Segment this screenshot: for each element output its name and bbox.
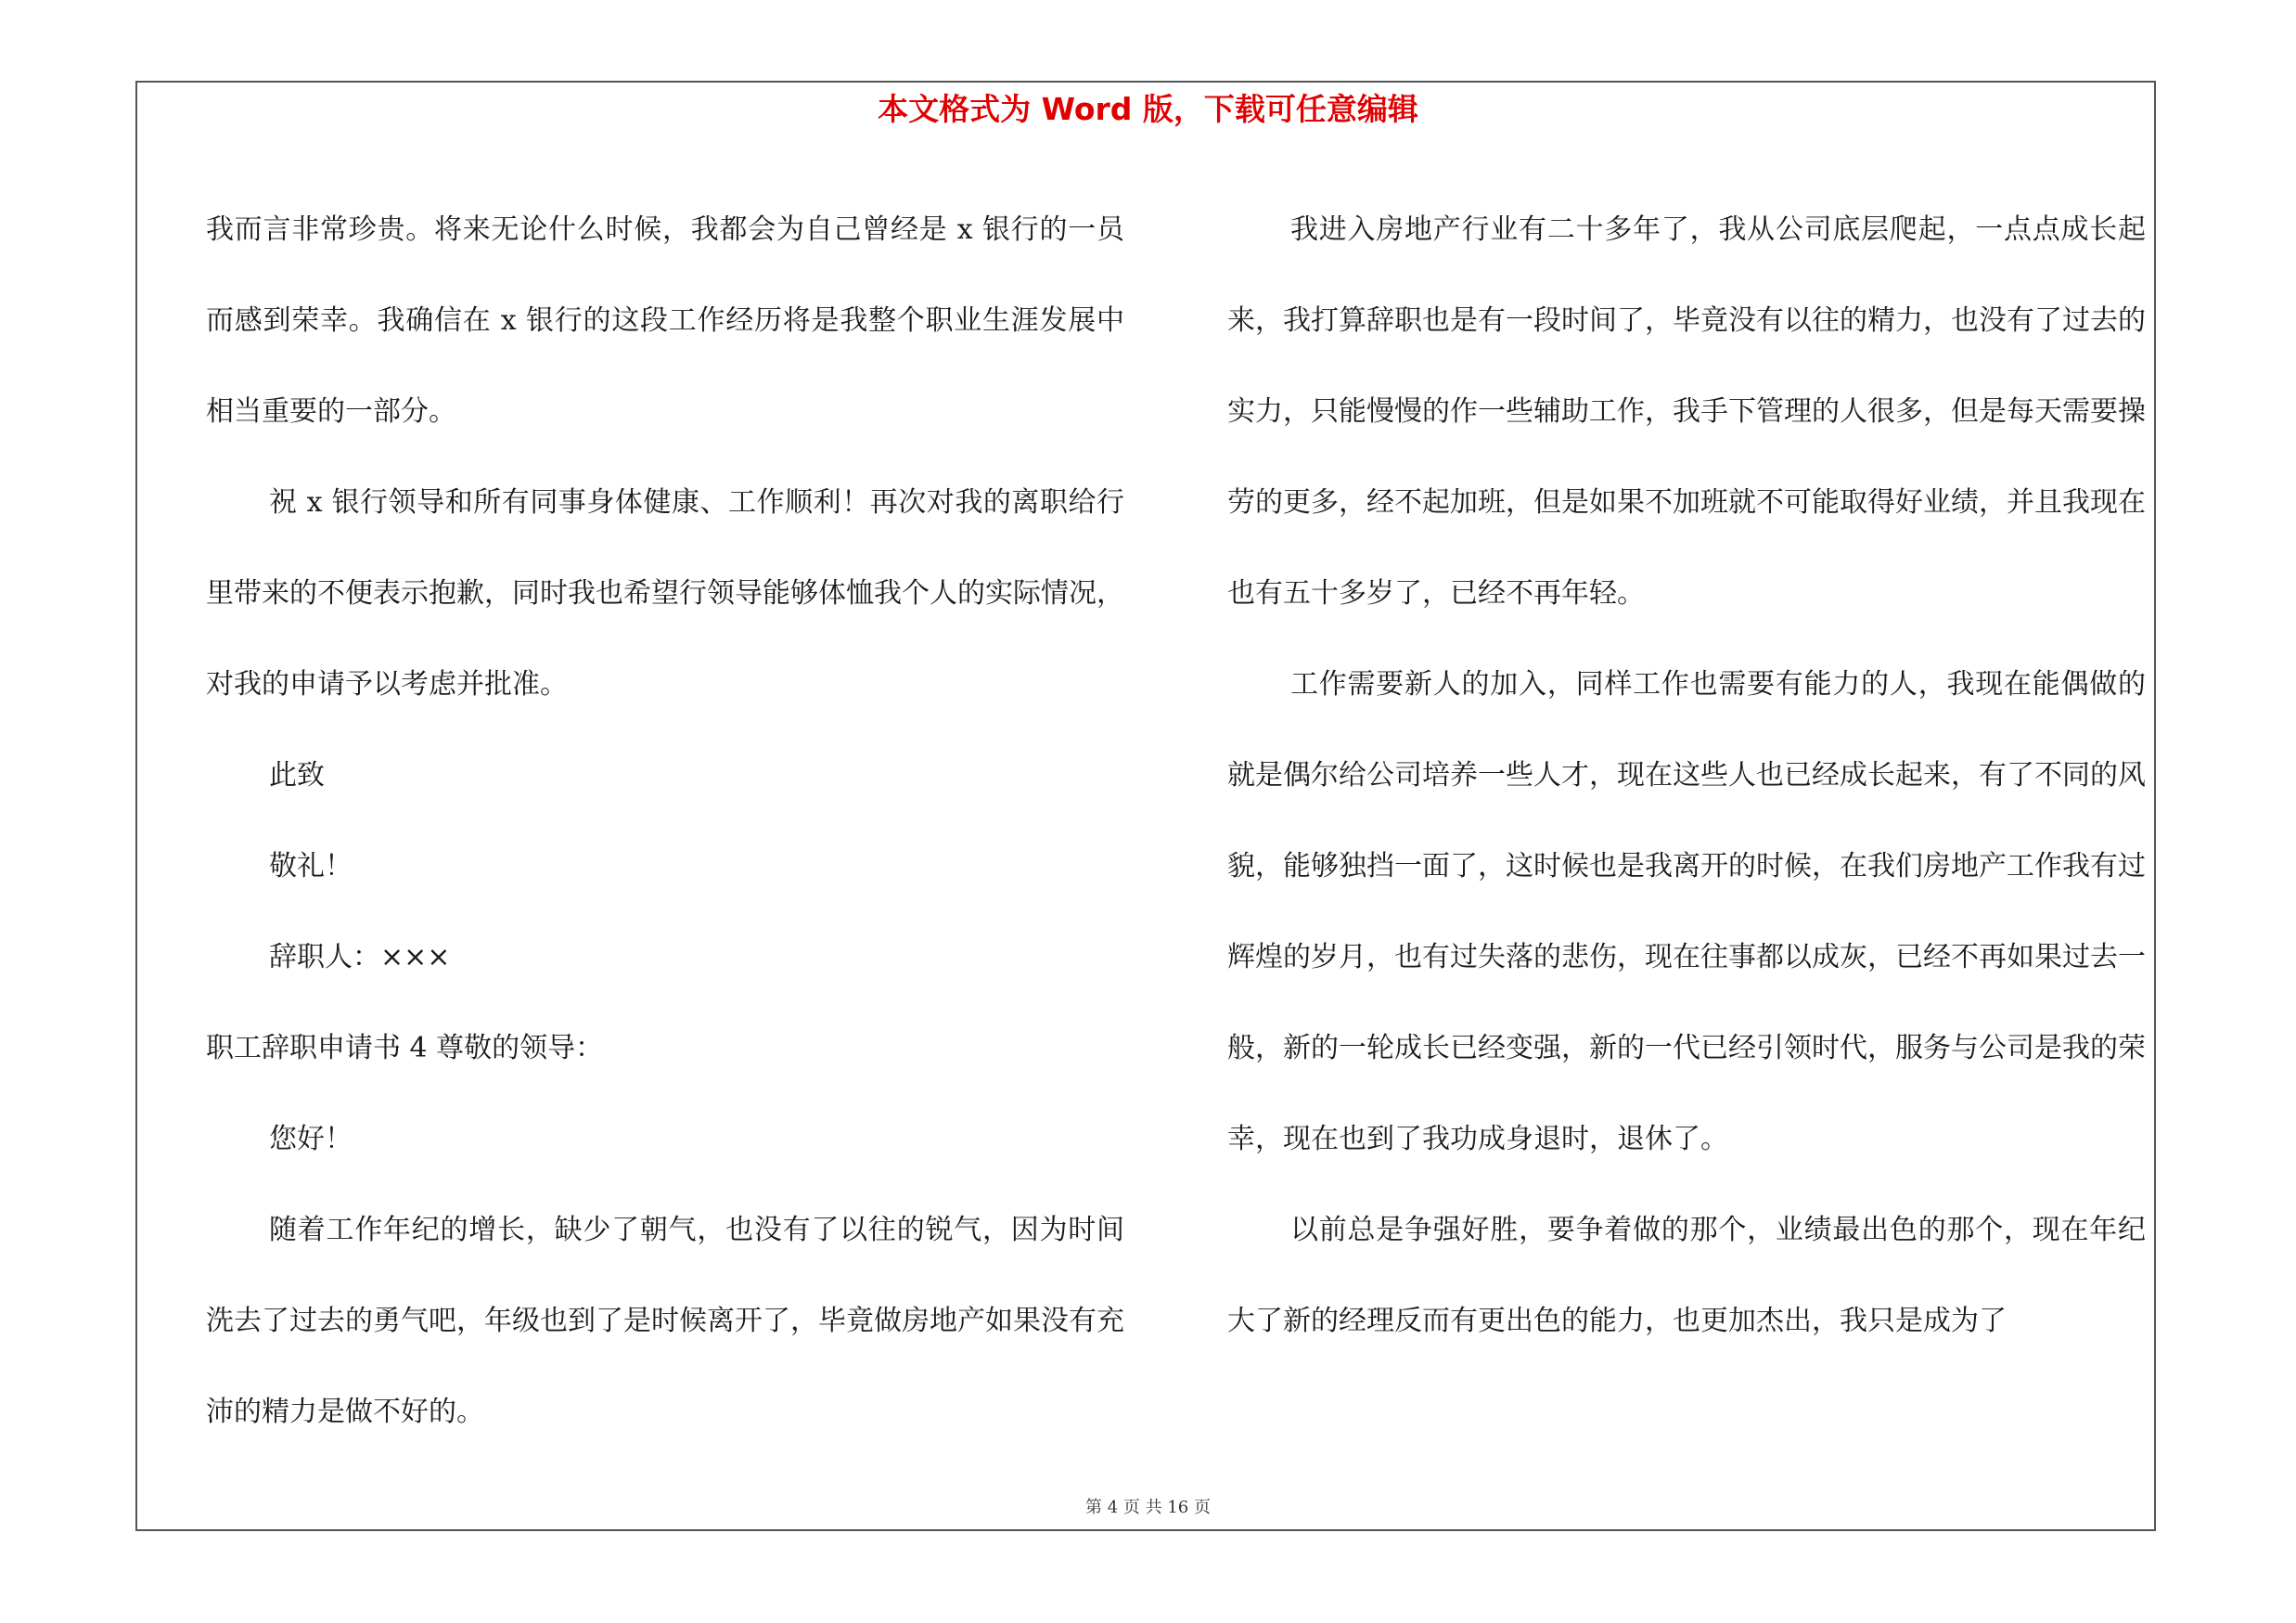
format-banner: 本文格式为 Word 版，下载可任意编辑 xyxy=(878,91,1418,127)
page-number-footer: 第 4 页 共 16 页 xyxy=(1085,1498,1211,1517)
paragraph: 祝 x 银行领导和所有同事身体健康、工作顺利！再次对我的离职给行里带来的不便表示抱歉，同时我也希望行领导能够体恤我个人的实际情况，对我的申请予以考虑并批准。 xyxy=(206,486,1124,701)
paragraph: 工作需要新人的加入，同样工作也需要有能力的人，我现在能偶做的就是偶尔给公司培养一些人才，现在这些人也已经成长起来，有了不同的风貌，能够独挡一面了，这时候也是我离开的时候，在我们房地产工作我有过辉煌的岁月，也有过失落的悲伤，现在往事都以成灰，已经不再如果过去一般，新的一轮成长已经变强，新的一代已经引领时代，服务与公司是我的荣幸，现在也到了我功成身退时，退休了。 xyxy=(1227,668,2146,1155)
paragraph: 随着工作年纪的增长，缺少了朝气，也没有了以往的锐气，因为时间洗去了过去的勇气吧，年级也到了是时候离开了，毕竟做房地产如果没有充沛的精力是做不好的。 xyxy=(206,1214,1124,1428)
closing-salutation: 此致 xyxy=(269,759,325,792)
signature-line: 辞职人：××× xyxy=(269,941,451,973)
paragraph: 我而言非常珍贵。将来无论什么时候，我都会为自己曾经是 x 银行的一员而感到荣幸。我确信在 x 银行的这段工作经历将是我整个职业生涯发展中相当重要的一部分。 xyxy=(206,213,1124,428)
greeting: 您好！ xyxy=(269,1123,353,1155)
right-column xyxy=(1227,185,2146,1367)
paragraph: 我进入房地产行业有二十多年了，我从公司底层爬起，一点点成长起来，我打算辞职也是有一段时间了，毕竟没有以往的精力，也没有了过去的实力，只能慢慢的作一些辅助工作，我手下管理的人很多，但是每天需要操劳的更多，经不起加班，但是如果不加班就不可能取得好业绩，并且我现在也有五十多岁了，已经不再年轻。 xyxy=(1227,213,2146,610)
left-column xyxy=(206,185,1124,1458)
paragraph: 以前总是争强好胜，要争着做的那个，业绩最出色的那个，现在年纪大了新的经理反而有更出色的能力，也更加杰出，我只是成为了 xyxy=(1227,1214,2146,1337)
closing-regards: 敬礼！ xyxy=(269,850,353,882)
section-heading: 职工辞职申请书 4 尊敬的领导： xyxy=(206,1032,604,1064)
